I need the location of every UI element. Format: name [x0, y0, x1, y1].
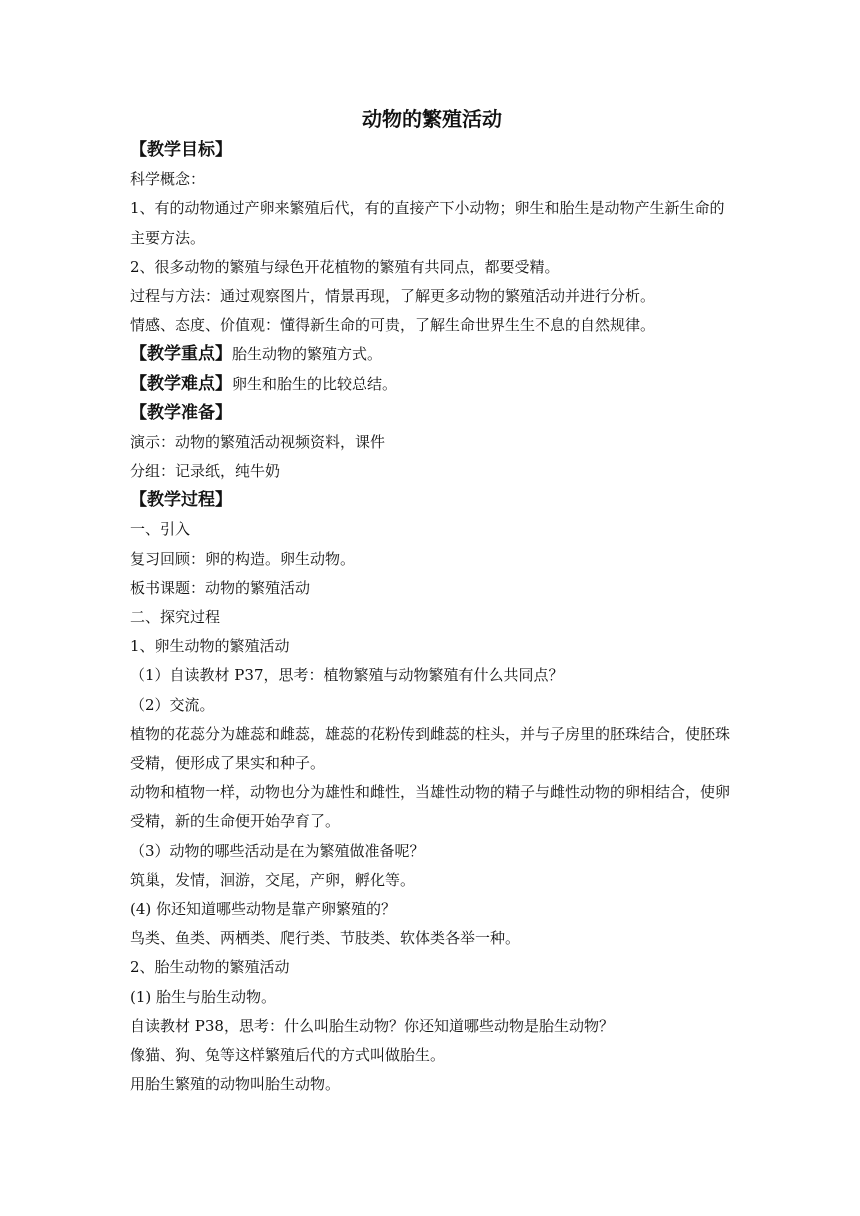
paragraph-goal-2: 2、很多动物的繁殖与绿色开花植物的繁殖有共同点，都要受精。	[130, 257, 560, 276]
paragraph-question-1: （1）自读教材 P37，思考：植物繁殖与动物繁殖有什么共同点？	[130, 666, 564, 685]
paragraph-viviparous-def-2: 用胎生繁殖的动物叫胎生动物。	[130, 1075, 341, 1094]
paragraph-board: 板书课题：动物的繁殖活动	[130, 578, 311, 597]
paragraph-answer-4: 鸟类、鱼类、两栖类、爬行类、节肢类、软体类各举一种。	[130, 929, 521, 948]
paragraph-viviparous-title: 2、胎生动物的繁殖活动	[130, 958, 290, 977]
paragraph-explore: 二、探究过程	[130, 608, 221, 627]
paragraph-difficult-point	[130, 370, 734, 399]
paragraph-viviparous-read: 自读教材 P38，思考：什么叫胎生动物？你还知道哪些动物是胎生动物？	[130, 1016, 614, 1035]
paragraph-answer-3: 筑巢，发情，洄游，交尾，产卵，孵化等。	[130, 870, 416, 889]
paragraph-question-2: （2）交流。	[130, 695, 215, 714]
paragraph-process-method: 过程与方法：通过观察图片，情景再现，了解更多动物的繁殖活动并进行分析。	[130, 286, 656, 305]
paragraph-science-concept: 科学概念：	[130, 170, 206, 189]
key-point-text: 胎生动物的繁殖方式。	[232, 345, 383, 364]
section-heading-process: 【教学过程】	[130, 490, 232, 511]
difficult-point-text: 卵生和胎生的比较总结。	[232, 374, 398, 393]
paragraph-animal-text: 动物和植物一样，动物也分为雄性和雌性，当雄性动物的精子与雌性动物的卵相结合，使卵受精，新的生命便开始孕育了。	[130, 783, 731, 831]
paragraph-prep-demo: 演示：动物的繁殖活动视频资料，课件	[130, 432, 386, 451]
section-heading-goals: 【教学目标】	[130, 140, 232, 160]
section-heading-difficult: 【教学难点】	[130, 373, 232, 394]
paragraph-attitude: 情感、态度、价值观：懂得新生命的可贵，了解生命世界生生不息的自然规律。	[130, 316, 656, 335]
paragraph-prep-group: 分组：记录纸，纯牛奶	[130, 462, 281, 481]
document-title: 动物的繁殖活动	[362, 107, 502, 131]
paragraph-review: 复习回顾：卵的构造。卵生动物。	[130, 549, 356, 568]
paragraph-key-point	[130, 340, 734, 369]
document-page	[130, 102, 734, 1099]
paragraph-goal-1: 1、有的动物通过产卵来繁殖后代，有的直接产下小动物；卵生和胎生是动物产生新生命的主要方法。	[130, 199, 725, 247]
paragraph-oviparous-title: 1、卵生动物的繁殖活动	[130, 637, 290, 656]
paragraph-question-3: （3）动物的哪些活动是在为繁殖做准备呢？	[130, 841, 425, 860]
paragraph-plant-text: 植物的花蕊分为雄蕊和雌蕊，雄蕊的花粉传到雌蕊的柱头，并与子房里的胚珠结合，使胚珠受精，便形成了果实和种子。	[130, 724, 731, 772]
section-heading-key: 【教学重点】	[130, 344, 232, 365]
paragraph-intro: 一、引入	[130, 520, 191, 539]
paragraph-viviparous-def-1: 像猫、狗、兔等这样繁殖后代的方式叫做胎生。	[130, 1045, 446, 1064]
paragraph-question-4: (4) 你还知道哪些动物是靠产卵繁殖的？	[130, 899, 397, 918]
paragraph-viviparous-1: (1) 胎生与胎生动物。	[130, 987, 277, 1006]
section-heading-preparation: 【教学准备】	[130, 402, 232, 423]
